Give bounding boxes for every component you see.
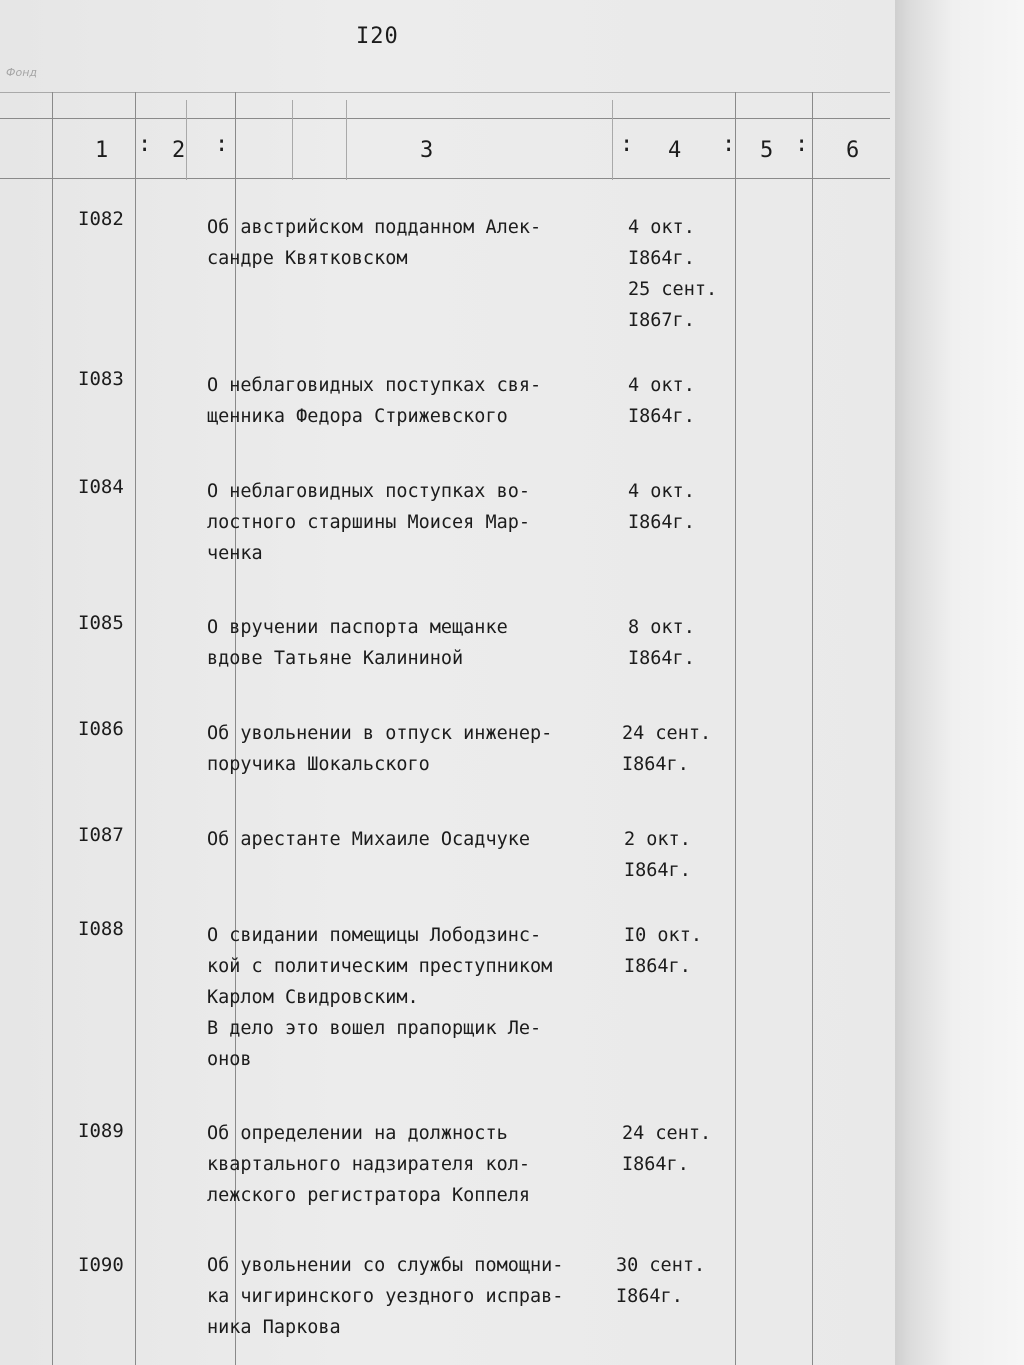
entry-number: I084 <box>78 476 124 498</box>
column-divider <box>812 92 813 1365</box>
entry-dates: 24 сент. I864г. <box>622 723 712 775</box>
column-number-2: 2 <box>172 138 186 163</box>
entry-number: I089 <box>78 1120 124 1142</box>
entry-dates: 4 окт. I864г. <box>628 375 695 427</box>
column-divider <box>346 100 347 180</box>
page-number: I20 <box>356 24 399 49</box>
entry-dates: 30 сент. I864г. <box>616 1255 706 1307</box>
column-number-6: 6 <box>846 138 860 163</box>
entry-title: О вручении паспорта мещанке вдове Татьяне Калининой <box>207 617 508 669</box>
column-divider <box>612 100 613 180</box>
entry-dates: 4 окт. I864г. 25 сент. I867г. <box>628 217 718 331</box>
column-divider <box>52 92 53 1365</box>
column-divider <box>186 100 187 180</box>
entry-title: Об арестанте Михаиле Осадчуке <box>207 829 531 850</box>
column-divider <box>135 92 136 1365</box>
column-number-4: 4 <box>668 138 682 163</box>
entry-title: Об увольнении со службы помощни- ка чигиринского уездного исправ- ника Паркова <box>207 1255 564 1338</box>
column-separator: : <box>215 132 229 157</box>
entry-dates: 24 сент. I864г. <box>622 1123 712 1175</box>
header-rule <box>0 118 890 119</box>
column-separator: : <box>138 132 152 157</box>
column-separator: : <box>795 132 809 157</box>
column-number-3: 3 <box>420 138 434 163</box>
entry-number: I083 <box>78 368 124 390</box>
entry-number: I082 <box>78 208 124 230</box>
entry-dates: 4 окт. I864г. <box>628 481 695 533</box>
entry-title: О свидании помещицы Лободзинс- кой с политическим преступником Карлом Свидровским. В дело это вошел прапорщик Ле- онов <box>207 925 553 1070</box>
adjacent-page-edge <box>895 0 1024 1365</box>
column-separator: : <box>620 132 634 157</box>
entry-title: Об определении на должность квартального надзирателя кол- лежского регистратора Коппеля <box>207 1123 531 1206</box>
entry-number: I086 <box>78 718 124 740</box>
entry-title: Об австрийском подданном Алек- сандре Квятковском <box>207 217 542 269</box>
entry-number: I085 <box>78 612 124 634</box>
faint-stamp: Фонд <box>6 66 37 79</box>
entry-number: I090 <box>78 1254 124 1276</box>
entry-number: I088 <box>78 918 124 940</box>
column-divider <box>292 100 293 180</box>
header-top-rule <box>0 92 890 93</box>
column-separator: : <box>722 132 736 157</box>
entry-title: О неблаговидных поступках свя- щенника Федора Стрижевского <box>207 375 542 427</box>
entry-dates: 8 окт. I864г. <box>628 617 695 669</box>
entry-dates: 2 окт. I864г. <box>624 829 691 881</box>
entry-number: I087 <box>78 824 124 846</box>
entry-dates: I0 окт. I864г. <box>624 925 702 977</box>
entry-title: Об увольнении в отпуск инженер- поручика Шокальского <box>207 723 553 775</box>
column-divider <box>735 92 736 1365</box>
column-number-1: 1 <box>95 138 109 163</box>
column-number-5: 5 <box>760 138 774 163</box>
entry-title: О неблаговидных поступках во- лостного старшины Моисея Мар- ченка <box>207 481 531 564</box>
